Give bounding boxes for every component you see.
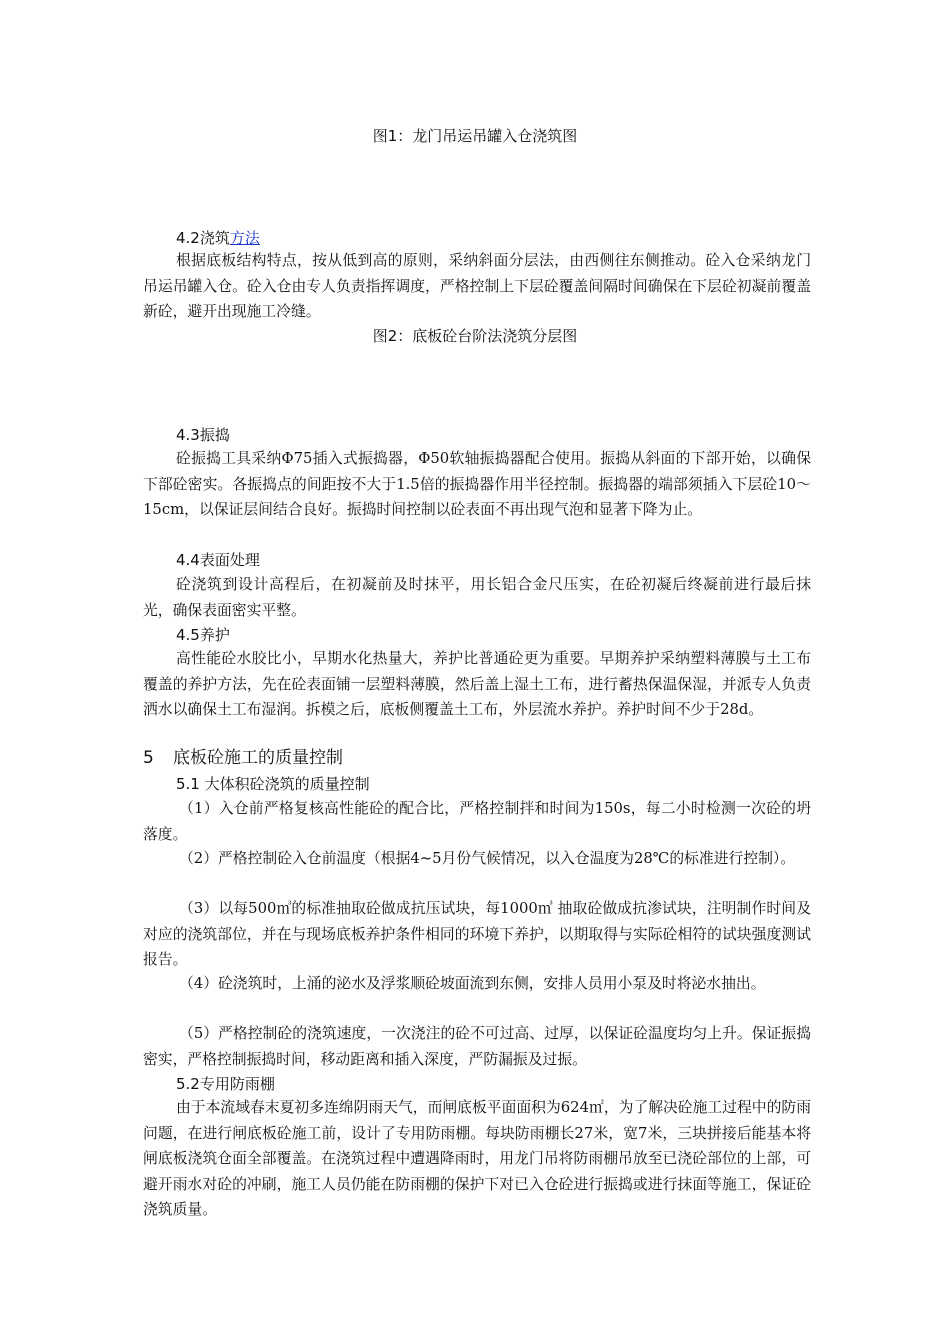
section-4-2-heading xyxy=(176,228,260,248)
section-5-1-heading: 5.1 大体积砼浇筑的质量控制 xyxy=(176,775,370,793)
section-4-4-heading: 4.4表面处理 xyxy=(176,551,260,569)
section-5-heading xyxy=(143,747,343,769)
method-link[interactable]: 方法 xyxy=(229,229,260,247)
quality-item-5: （5）严格控制砼的浇筑速度，一次浇注的砼不可过高、过厚，以保证砼温度均匀上升。保证振捣密实，严格控制振捣时间，移动距离和插入深度，严防漏振及过振。 xyxy=(143,1025,811,1068)
quality-item-2: （2）严格控制砼入仓前温度（根据4~5月份气候情况，以入仓温度为28℃的标准进行控制）。 xyxy=(179,850,796,867)
figure-1-caption: 图1：龙门吊运吊罐入仓浇筑图 xyxy=(372,127,578,145)
section-5-2-heading: 5.2专用防雨棚 xyxy=(176,1075,275,1093)
section-4-4-body: 砼浇筑到设计高程后，在初凝前及时抹平，用长铝合金尺压实，在砼初凝后终凝前进行最后抹光，确保表面密实平整。 xyxy=(143,576,811,619)
quality-item-4: （4）砼浇筑时，上涌的泌水及浮浆顺砼坡面流到东侧，安排人员用小泵及时将泌水抽出。 xyxy=(179,975,766,992)
section-4-3-body: 砼振捣工具采纳Φ75插入式振捣器，Φ50软轴振捣器配合使用。振捣从斜面的下部开始，以确保下部砼密实。各振捣点的间距按不大于1.5倍的振捣器作用半径控制。振捣器的端部须插入下层砼10～15cm，以保证层间结合良好。振捣时间控制以砼表面不再出现气泡和显著下降为止。 xyxy=(143,450,811,518)
section-5-number: 5 xyxy=(143,748,154,768)
figure-2-caption: 图2：底板砼台阶法浇筑分层图 xyxy=(372,327,578,345)
section-4-3-heading: 4.3振捣 xyxy=(176,426,230,444)
section-5-2-body: 由于本流域春末夏初多连绵阴雨天气，而闸底板平面面积为624㎡，为了解决砼施工过程中的防雨问题，在进行闸底板砼施工前，设计了专用防雨棚。每块防雨棚长27米，宽7米，三块拼接后能基本将闸底板浇筑仓面全部覆盖。在浇筑过程中遭遇降雨时，用龙门吊将防雨棚吊放至已浇砼部位的上部，可避开雨水对砼的冲刷，施工人员仍能在防雨棚的保护下对已入仓砼进行振捣或进行抹面等施工，保证砼浇筑质量。 xyxy=(143,1099,811,1218)
section-4-2-body: 根据底板结构特点，按从低到高的原则，采纳斜面分层法，由西侧往东侧推动。砼入仓采纳龙门吊运吊罐入仓。砼入仓由专人负责指挥调度，严格控制上下层砼覆盖间隔时间确保在下层砼初凝前覆盖新砼，避开出现施工冷缝。 xyxy=(143,252,811,320)
section-4-5-heading: 4.5养护 xyxy=(176,626,230,644)
section-4-5-body: 高性能砼水胶比小，早期水化热量大，养护比普通砼更为重要。早期养护采纳塑料薄膜与土工布覆盖的养护方法，先在砼表面铺一层塑料薄膜，然后盖上湿土工布，进行蓄热保温保湿，并派专人负责洒水以确保土工布湿润。拆模之后，底板侧覆盖土工布，外层流水养护。养护时间不少于28d。 xyxy=(143,650,811,718)
section-4-2-prefix: 4.2浇筑 xyxy=(176,229,230,247)
quality-item-3: （3）以每500㎥的标准抽取砼做成抗压试块，每1000㎥ 抽取砼做成抗渗试块，注明制作时间及对应的浇筑部位，并在与现场底板养护条件相同的环境下养护，以期取得与实际砼相符的试块强度测试报告。 xyxy=(143,900,811,968)
section-5-title: 底板砼施工的质量控制 xyxy=(173,748,343,768)
quality-item-1: （1）入仓前严格复核高性能砼的配合比，严格控制拌和时间为150s，每二小时检测一次砼的坍落度。 xyxy=(143,800,811,843)
